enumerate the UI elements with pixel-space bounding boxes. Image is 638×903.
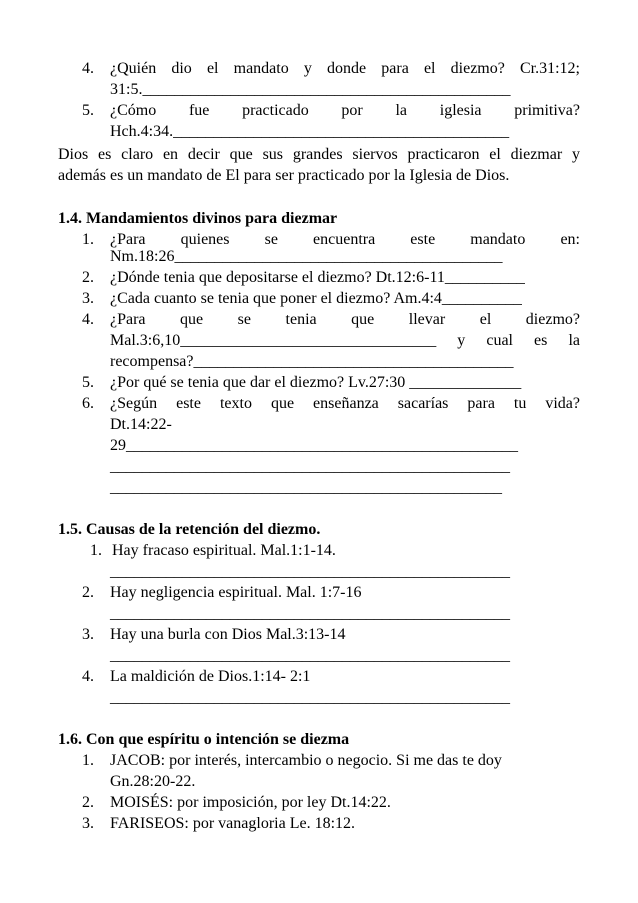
item-number: 1. — [82, 752, 94, 769]
answer-blank: __________________________________________________ — [110, 689, 510, 706]
answer-blank: __________________________________________________ — [110, 647, 510, 664]
item-number: 3. — [82, 290, 94, 307]
section-heading: 1.5. Causas de la retención del diezmo. — [58, 521, 321, 538]
answer-blank: __________________________________________________ — [110, 458, 510, 475]
item-number: 3. — [82, 626, 94, 643]
question-text: ¿Para quienes se encuentra este mandato en: — [110, 231, 580, 248]
item-text: MOISÉS: por imposición, por ley Dt.14:22. — [110, 794, 391, 811]
answer-blank: 29_________________________________________________ — [110, 437, 518, 454]
item-text: Hay una burla con Dios Mal.3:13-14 — [110, 626, 346, 643]
answer-blank: 31:5.______________________________________________ — [110, 81, 511, 98]
item-text: Hay fracaso espiritual. Mal.1:1-14. — [112, 542, 336, 559]
answer-blank: _________________________________________________ — [110, 479, 502, 496]
item-number: 5. — [82, 102, 94, 119]
item-number: 2. — [82, 269, 94, 286]
question-text: ¿Para que se tenia que llevar el diezmo? — [110, 311, 580, 328]
question-text: ¿Según este texto que enseñanza sacarías para tu vida? — [110, 395, 580, 412]
section-heading: 1.4. Mandamientos divinos para diezmar — [58, 210, 338, 227]
item-text: La maldición de Dios.1:14- 2:1 — [110, 668, 311, 685]
section-heading: 1.6. Con que espíritu o intención se diezma — [58, 731, 350, 748]
item-number: 1. — [82, 231, 94, 248]
item-number: 4. — [82, 668, 94, 685]
paragraph-line: además es un mandato de El para ser practicado por la Iglesia de Dios. — [58, 167, 510, 184]
item-text: Gn.28:20-22. — [110, 773, 196, 790]
item-number: 2. — [82, 584, 94, 601]
question-text: ¿Cómo fue practicado por la iglesia primitiva? — [110, 102, 580, 119]
question-text: Mal.3:6,10________________________________ y cual es la — [110, 332, 580, 349]
item-number: 3. — [82, 815, 94, 832]
answer-blank: __________________________________________________ — [110, 563, 510, 580]
answer-blank: __________________________________________________ — [110, 605, 510, 622]
answer-blank: Nm.18:26_________________________________________ — [110, 248, 503, 265]
question-text: ¿Dónde tenia que depositarse el diezmo? Dt.12:6-11__________ — [110, 269, 525, 286]
item-text: Hay negligencia espiritual. Mal. 1:7-16 — [110, 584, 362, 601]
question-text: ¿Por qué se tenia que dar el diezmo? Lv.27:30 ______________ — [110, 374, 522, 391]
item-number: 2. — [82, 794, 94, 811]
item-number: 1. — [90, 542, 102, 559]
question-text: Dt.14:22- — [110, 416, 172, 433]
answer-blank: recompensa?________________________________________ — [110, 353, 514, 370]
item-number: 4. — [82, 60, 94, 77]
paragraph-line: Dios es claro en decir que sus grandes siervos practicaron el diezmar y — [58, 146, 580, 163]
answer-blank: Hch.4:34.__________________________________________ — [110, 123, 510, 140]
question-text: ¿Cada cuanto se tenia que poner el diezmo? Am.4:4__________ — [110, 290, 522, 307]
question-text: ¿Quién dio el mandato y donde para el diezmo? Cr.31:12; — [110, 60, 580, 77]
item-text: FARISEOS: por vanagloria Le. 18:12. — [110, 815, 356, 832]
item-number: 5. — [82, 374, 94, 391]
item-text: JACOB: por interés, intercambio o negocio. Si me das te doy — [110, 752, 502, 769]
item-number: 4. — [82, 311, 94, 328]
item-number: 6. — [82, 395, 94, 412]
